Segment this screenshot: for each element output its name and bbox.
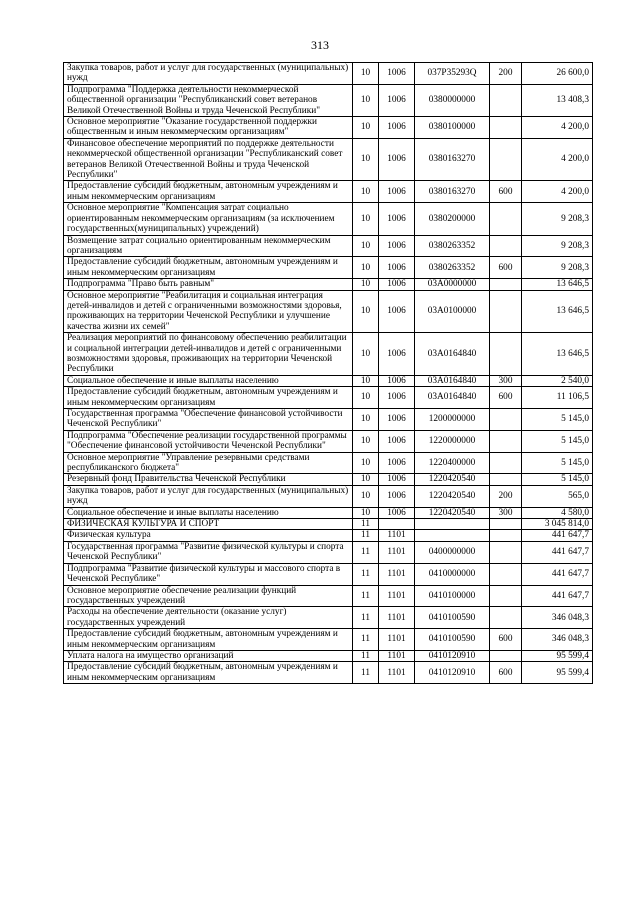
table-row [64,138,593,181]
row-subsection-cell: 1101 [379,530,415,541]
table-row [64,607,593,629]
row-name-cell: Основное мероприятие "Компенсация затрат социально ориентированным некоммерческим организациям (за исключением государственных(муниципальных) учреждений) [64,203,353,235]
row-expense-type-cell [490,585,522,607]
row-section-cell: 11 [353,541,379,563]
row-amount-cell: 5 145,0 [522,452,593,474]
table-row [64,290,593,333]
row-expense-type-cell: 200 [490,63,522,85]
row-name-cell: Предоставление субсидий бюджетным, автономным учреждениям и иным некоммерческим организациям [64,181,353,203]
row-subsection-cell: 1006 [379,290,415,333]
table-row [64,375,593,386]
row-target-article-cell: 1220420540 [415,474,490,485]
table-row [64,530,593,541]
row-target-article-cell: 0380263352 [415,257,490,279]
row-subsection-cell: 1006 [379,507,415,518]
table-row [64,333,593,376]
table-row [64,474,593,485]
row-name-cell: Закупка товаров, работ и услуг для государственных (муниципальных) нужд [64,63,353,85]
row-section-cell: 10 [353,474,379,485]
row-amount-cell: 565,0 [522,485,593,507]
row-target-article-cell: 0410100590 [415,607,490,629]
row-name-cell: Основное мероприятие "Реабилитация и социальная интеграция детей-инвалидов и детей с ограниченными возможностями здоровья, проживающих на территории Чеченской Республики и улучшение качества жизни их семей" [64,290,353,333]
row-name-cell: Социальное обеспечение и иные выплаты населению [64,375,353,386]
row-subsection-cell: 1006 [379,333,415,376]
table-row [64,387,593,409]
row-name-cell: Подпрограмма "Право быть равным" [64,279,353,290]
row-subsection-cell: 1006 [379,452,415,474]
row-target-article-cell: 03А0164840 [415,387,490,409]
row-name-cell: Уплата налога на имущество организаций [64,650,353,661]
row-name-cell: Предоставление субсидий бюджетным, автономным учреждениям и иным некоммерческим организациям [64,662,353,684]
row-subsection-cell: 1101 [379,650,415,661]
row-subsection-cell: 1006 [379,203,415,235]
row-section-cell: 10 [353,485,379,507]
row-amount-cell: 9 208,3 [522,235,593,257]
row-expense-type-cell: 200 [490,485,522,507]
row-subsection-cell: 1006 [379,387,415,409]
row-amount-cell: 441 647,7 [522,530,593,541]
row-section-cell: 10 [353,257,379,279]
row-subsection-cell: 1101 [379,662,415,684]
budget-table-body [64,63,593,684]
row-section-cell: 10 [353,387,379,409]
table-row [64,235,593,257]
row-amount-cell: 2 540,0 [522,375,593,386]
row-section-cell: 11 [353,629,379,651]
row-subsection-cell: 1006 [379,279,415,290]
row-target-article-cell [415,530,490,541]
row-subsection-cell: 1101 [379,585,415,607]
row-target-article-cell: 0410100000 [415,585,490,607]
row-amount-cell: 4 200,0 [522,138,593,181]
table-row [64,117,593,139]
row-amount-cell: 13 646,5 [522,279,593,290]
row-name-cell: ФИЗИЧЕСКАЯ КУЛЬТУРА И СПОРТ [64,519,353,530]
row-name-cell: Государственная программа "Обеспечение финансовой устойчивости Чеченской Республики" [64,409,353,431]
row-expense-type-cell: 300 [490,507,522,518]
table-row [64,662,593,684]
row-subsection-cell: 1101 [379,541,415,563]
row-name-cell: Расходы на обеспечение деятельности (оказание услуг) государственных учреждений [64,607,353,629]
table-row [64,63,593,85]
row-subsection-cell: 1101 [379,563,415,585]
row-expense-type-cell [490,333,522,376]
row-name-cell: Закупка товаров, работ и услуг для государственных (муниципальных) нужд [64,485,353,507]
row-section-cell: 10 [353,279,379,290]
row-name-cell: Финансовое обеспечение мероприятий по поддержке деятельности некоммерческой общественной организации "Республиканский совет ветеранов Великой Отечественной Войны и труда Чеченской Республики" [64,138,353,181]
row-name-cell: Основное мероприятие обеспечение реализации функций государственных учреждений [64,585,353,607]
row-subsection-cell: 1101 [379,607,415,629]
row-target-article-cell: 1220400000 [415,452,490,474]
row-target-article-cell: 0380100000 [415,117,490,139]
row-amount-cell: 13 646,5 [522,290,593,333]
row-target-article-cell: 037Р35293Q [415,63,490,85]
row-expense-type-cell [490,452,522,474]
row-expense-type-cell [490,541,522,563]
row-amount-cell: 346 048,3 [522,607,593,629]
row-target-article-cell: 1200000000 [415,409,490,431]
table-row [64,257,593,279]
row-name-cell: Основное мероприятие "Оказание государственной поддержки общественным и иным некоммерческим организациям" [64,117,353,139]
row-amount-cell: 95 599,4 [522,662,593,684]
row-section-cell: 10 [353,138,379,181]
row-section-cell: 11 [353,607,379,629]
row-section-cell: 11 [353,650,379,661]
row-expense-type-cell [490,430,522,452]
row-target-article-cell: 03А0000000 [415,279,490,290]
row-target-article-cell: 1220000000 [415,430,490,452]
row-amount-cell: 9 208,3 [522,203,593,235]
row-amount-cell: 26 600,0 [522,63,593,85]
row-expense-type-cell [490,409,522,431]
row-amount-cell: 13 646,5 [522,333,593,376]
row-amount-cell: 346 048,3 [522,629,593,651]
table-row [64,585,593,607]
row-expense-type-cell [490,650,522,661]
row-name-cell: Государственная программа "Развитие физической культуры и спорта Чеченской Республики" [64,541,353,563]
row-amount-cell: 441 647,7 [522,541,593,563]
row-section-cell: 10 [353,63,379,85]
row-expense-type-cell [490,290,522,333]
row-name-cell: Основное мероприятие "Управление резервными средствами республиканского бюджета" [64,452,353,474]
table-row [64,181,593,203]
row-section-cell: 10 [353,84,379,116]
row-section-cell: 10 [353,203,379,235]
row-target-article-cell: 0410000000 [415,563,490,585]
row-amount-cell: 4 200,0 [522,181,593,203]
row-target-article-cell: 03А0100000 [415,290,490,333]
row-subsection-cell: 1101 [379,629,415,651]
row-target-article-cell: 0410120910 [415,662,490,684]
row-section-cell: 10 [353,375,379,386]
row-section-cell: 10 [353,290,379,333]
row-name-cell: Физическая культура [64,530,353,541]
row-expense-type-cell [490,235,522,257]
row-name-cell: Возмещение затрат социально ориентированным некоммерческим организациям [64,235,353,257]
row-subsection-cell: 1006 [379,84,415,116]
row-expense-type-cell [490,138,522,181]
table-row [64,519,593,530]
row-name-cell: Предоставление субсидий бюджетным, автономным учреждениям и иным некоммерческим организациям [64,257,353,279]
row-subsection-cell: 1006 [379,138,415,181]
row-subsection-cell [379,519,415,530]
row-subsection-cell: 1006 [379,117,415,139]
row-expense-type-cell [490,563,522,585]
row-expense-type-cell [490,530,522,541]
row-section-cell: 11 [353,519,379,530]
row-amount-cell: 441 647,7 [522,585,593,607]
row-section-cell: 11 [353,530,379,541]
row-target-article-cell: 0410100590 [415,629,490,651]
row-expense-type-cell [490,203,522,235]
row-name-cell: Предоставление субсидий бюджетным, автономным учреждениям и иным некоммерческим организациям [64,629,353,651]
row-target-article-cell: 0380200000 [415,203,490,235]
row-section-cell: 10 [353,452,379,474]
row-section-cell: 10 [353,409,379,431]
table-row [64,279,593,290]
table-row [64,430,593,452]
row-target-article-cell: 0380263352 [415,235,490,257]
row-section-cell: 10 [353,507,379,518]
row-target-article-cell: 1220420540 [415,485,490,507]
row-expense-type-cell: 600 [490,181,522,203]
table-row [64,452,593,474]
row-target-article-cell: 0400000000 [415,541,490,563]
row-name-cell: Подпрограмма "Развитие физической культуры и массового спорта в Чеченской Республике" [64,563,353,585]
row-name-cell: Подпрограмма "Обеспечение реализации государственной программы "Обеспечение финансовой устойчивости Чеченской Республики" [64,430,353,452]
row-expense-type-cell: 600 [490,257,522,279]
row-section-cell: 10 [353,117,379,139]
row-target-article-cell: 03А0164840 [415,333,490,376]
row-amount-cell: 3 045 814,0 [522,519,593,530]
row-name-cell: Социальное обеспечение и иные выплаты населению [64,507,353,518]
table-row [64,629,593,651]
row-amount-cell: 9 208,3 [522,257,593,279]
row-expense-type-cell: 300 [490,375,522,386]
row-expense-type-cell: 600 [490,387,522,409]
row-amount-cell: 5 145,0 [522,430,593,452]
row-target-article-cell: 0380163270 [415,181,490,203]
row-subsection-cell: 1006 [379,474,415,485]
row-amount-cell: 441 647,7 [522,563,593,585]
row-subsection-cell: 1006 [379,181,415,203]
row-section-cell: 10 [353,430,379,452]
row-amount-cell: 4 200,0 [522,117,593,139]
table-row [64,507,593,518]
row-subsection-cell: 1006 [379,257,415,279]
row-subsection-cell: 1006 [379,409,415,431]
page-number: 313 [311,38,329,52]
row-name-cell: Предоставление субсидий бюджетным, автономным учреждениям и иным некоммерческим организациям [64,387,353,409]
row-expense-type-cell [490,474,522,485]
table-row [64,203,593,235]
row-amount-cell: 11 106,5 [522,387,593,409]
row-expense-type-cell [490,279,522,290]
row-expense-type-cell [490,607,522,629]
table-row [64,650,593,661]
row-amount-cell: 5 145,0 [522,409,593,431]
row-section-cell: 10 [353,333,379,376]
row-expense-type-cell [490,117,522,139]
row-expense-type-cell [490,519,522,530]
row-expense-type-cell [490,84,522,116]
row-subsection-cell: 1006 [379,430,415,452]
row-name-cell: Реализация мероприятий по финансовому обеспечению реабилитации и социальной интеграции детей-инвалидов и детей с ограниченными возможностями здоровья, проживающих на территории Чеченской Республики [64,333,353,376]
row-section-cell: 11 [353,662,379,684]
row-section-cell: 11 [353,563,379,585]
row-section-cell: 10 [353,235,379,257]
row-section-cell: 10 [353,181,379,203]
row-subsection-cell: 1006 [379,485,415,507]
row-target-article-cell: 0380000000 [415,84,490,116]
row-name-cell: Подпрограмма "Поддержка деятельности некоммерческой общественной организации "Республиканский совет ветеранов Великой Отечественной Войны и труда Чеченской Республики" [64,84,353,116]
row-target-article-cell [415,519,490,530]
row-target-article-cell: 1220420540 [415,507,490,518]
row-amount-cell: 4 580,0 [522,507,593,518]
row-target-article-cell: 0410120910 [415,650,490,661]
table-row [64,84,593,116]
row-expense-type-cell: 600 [490,629,522,651]
table-row [64,485,593,507]
row-amount-cell: 95 599,4 [522,650,593,661]
row-amount-cell: 13 408,3 [522,84,593,116]
table-row [64,563,593,585]
row-expense-type-cell: 600 [490,662,522,684]
table-row [64,409,593,431]
row-subsection-cell: 1006 [379,63,415,85]
table-row [64,541,593,563]
row-section-cell: 11 [353,585,379,607]
budget-table [63,62,593,684]
row-name-cell: Резервный фонд Правительства Чеченской Республики [64,474,353,485]
row-target-article-cell: 0380163270 [415,138,490,181]
row-amount-cell: 5 145,0 [522,474,593,485]
row-subsection-cell: 1006 [379,235,415,257]
row-subsection-cell: 1006 [379,375,415,386]
row-target-article-cell: 03А0164840 [415,375,490,386]
